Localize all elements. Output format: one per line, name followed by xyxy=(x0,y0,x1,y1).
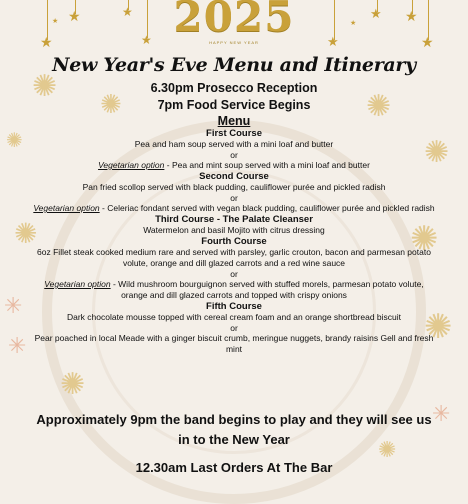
second-course-veg xyxy=(30,203,438,214)
firework-icon: ✺ xyxy=(60,367,86,402)
star-icon: ★ xyxy=(68,9,81,25)
firework-icon: ✳ xyxy=(8,334,27,359)
vegetarian-option-label: Vegetarian option xyxy=(44,279,111,289)
band-announcement: Approximately 9pm the band begins to play and they will see us in to the New Year xyxy=(36,412,432,447)
year-logo: 2025 xyxy=(173,0,295,41)
star-icon: ★ xyxy=(40,35,53,51)
first-course-veg xyxy=(30,160,438,171)
firework-icon: ✺ xyxy=(410,219,439,259)
star-icon: ★ xyxy=(421,35,434,51)
firework-icon: ✳ xyxy=(432,402,451,427)
page-title: New Year's Eve Menu and Itinerary xyxy=(52,54,416,76)
firework-icon: ✺ xyxy=(14,217,38,250)
first-course-veg-text: - Pea and mint soup served with a mini loaf and butter xyxy=(164,160,370,170)
menu-content xyxy=(30,80,438,355)
firework-icon: ✺ xyxy=(6,128,23,152)
firework-icon: ✺ xyxy=(424,135,450,170)
fourth-course-main: 6oz Fillet steak cooked medium rare and served with parsley, garlic crouton, bacon and parmesan potato volute, orange and dill glazed carrots and a red wine sauce xyxy=(37,247,431,268)
reception-time: 6.30pm Prosecco Reception xyxy=(150,81,318,95)
star-icon: ★ xyxy=(327,35,339,50)
star-icon: ★ xyxy=(141,33,152,47)
menu-heading: Menu xyxy=(217,114,251,128)
star-icon: ★ xyxy=(370,7,382,22)
vegetarian-option-label: Vegetarian option xyxy=(98,160,165,170)
fifth-course-title: Fifth Course xyxy=(206,301,262,312)
food-service-time: 7pm Food Service Begins xyxy=(157,98,311,112)
second-course-title: Second Course xyxy=(199,171,269,182)
or-divider: or xyxy=(230,269,238,279)
second-course-veg-text: - Celeriac fondant served with vegan black pudding, cauliflower purée and pickled radish xyxy=(99,203,435,213)
year-subtitle: HAPPY NEW YEAR xyxy=(209,40,259,45)
fourth-course-title: Fourth Course xyxy=(201,236,267,247)
third-course-title: Third Course - The Palate Cleanser xyxy=(155,214,313,225)
last-orders: 12.30am Last Orders At The Bar xyxy=(135,460,333,475)
second-course-main: Pan fried scollop served with black pudding, cauliflower purée and pickled radish xyxy=(82,182,386,192)
or-divider: or xyxy=(230,193,238,203)
first-course-title: First Course xyxy=(206,128,262,139)
star-icon: ★ xyxy=(405,9,418,25)
firework-icon: ✳ xyxy=(4,294,23,319)
fourth-course-veg-text: - Wild mushroom bourguignon served with stuffed morels, parmesan potato volute, orange and dill glazed carrots and topped with crispy onions xyxy=(110,279,424,300)
or-divider: or xyxy=(230,323,238,333)
firework-icon: ✺ xyxy=(424,307,453,347)
star-icon: ★ xyxy=(122,5,133,19)
fifth-course-alt: Pear poached in local Meade with a ginger biscuit crumb, meringue nuggets, brandy raisins Gell and fresh mint xyxy=(34,333,434,354)
third-course-main: Watermelon and basil Mojito with citrus dressing xyxy=(143,225,325,235)
star-icon: ★ xyxy=(350,19,357,27)
firework-icon: ✺ xyxy=(366,89,392,124)
firework-icon: ✺ xyxy=(100,90,122,120)
or-divider: or xyxy=(230,150,238,160)
fifth-course-main: Dark chocolate mousse topped with cereal cream foam and an orange shortbread biscuit xyxy=(66,312,402,322)
fourth-course-veg xyxy=(30,279,438,301)
first-course-main: Pea and ham soup served with a mini loaf and butter xyxy=(134,139,334,149)
vegetarian-option-label: Vegetarian option xyxy=(33,203,100,213)
star-icon: ★ xyxy=(52,17,59,25)
firework-icon: ✺ xyxy=(32,69,58,104)
firework-icon: ✺ xyxy=(378,438,397,463)
